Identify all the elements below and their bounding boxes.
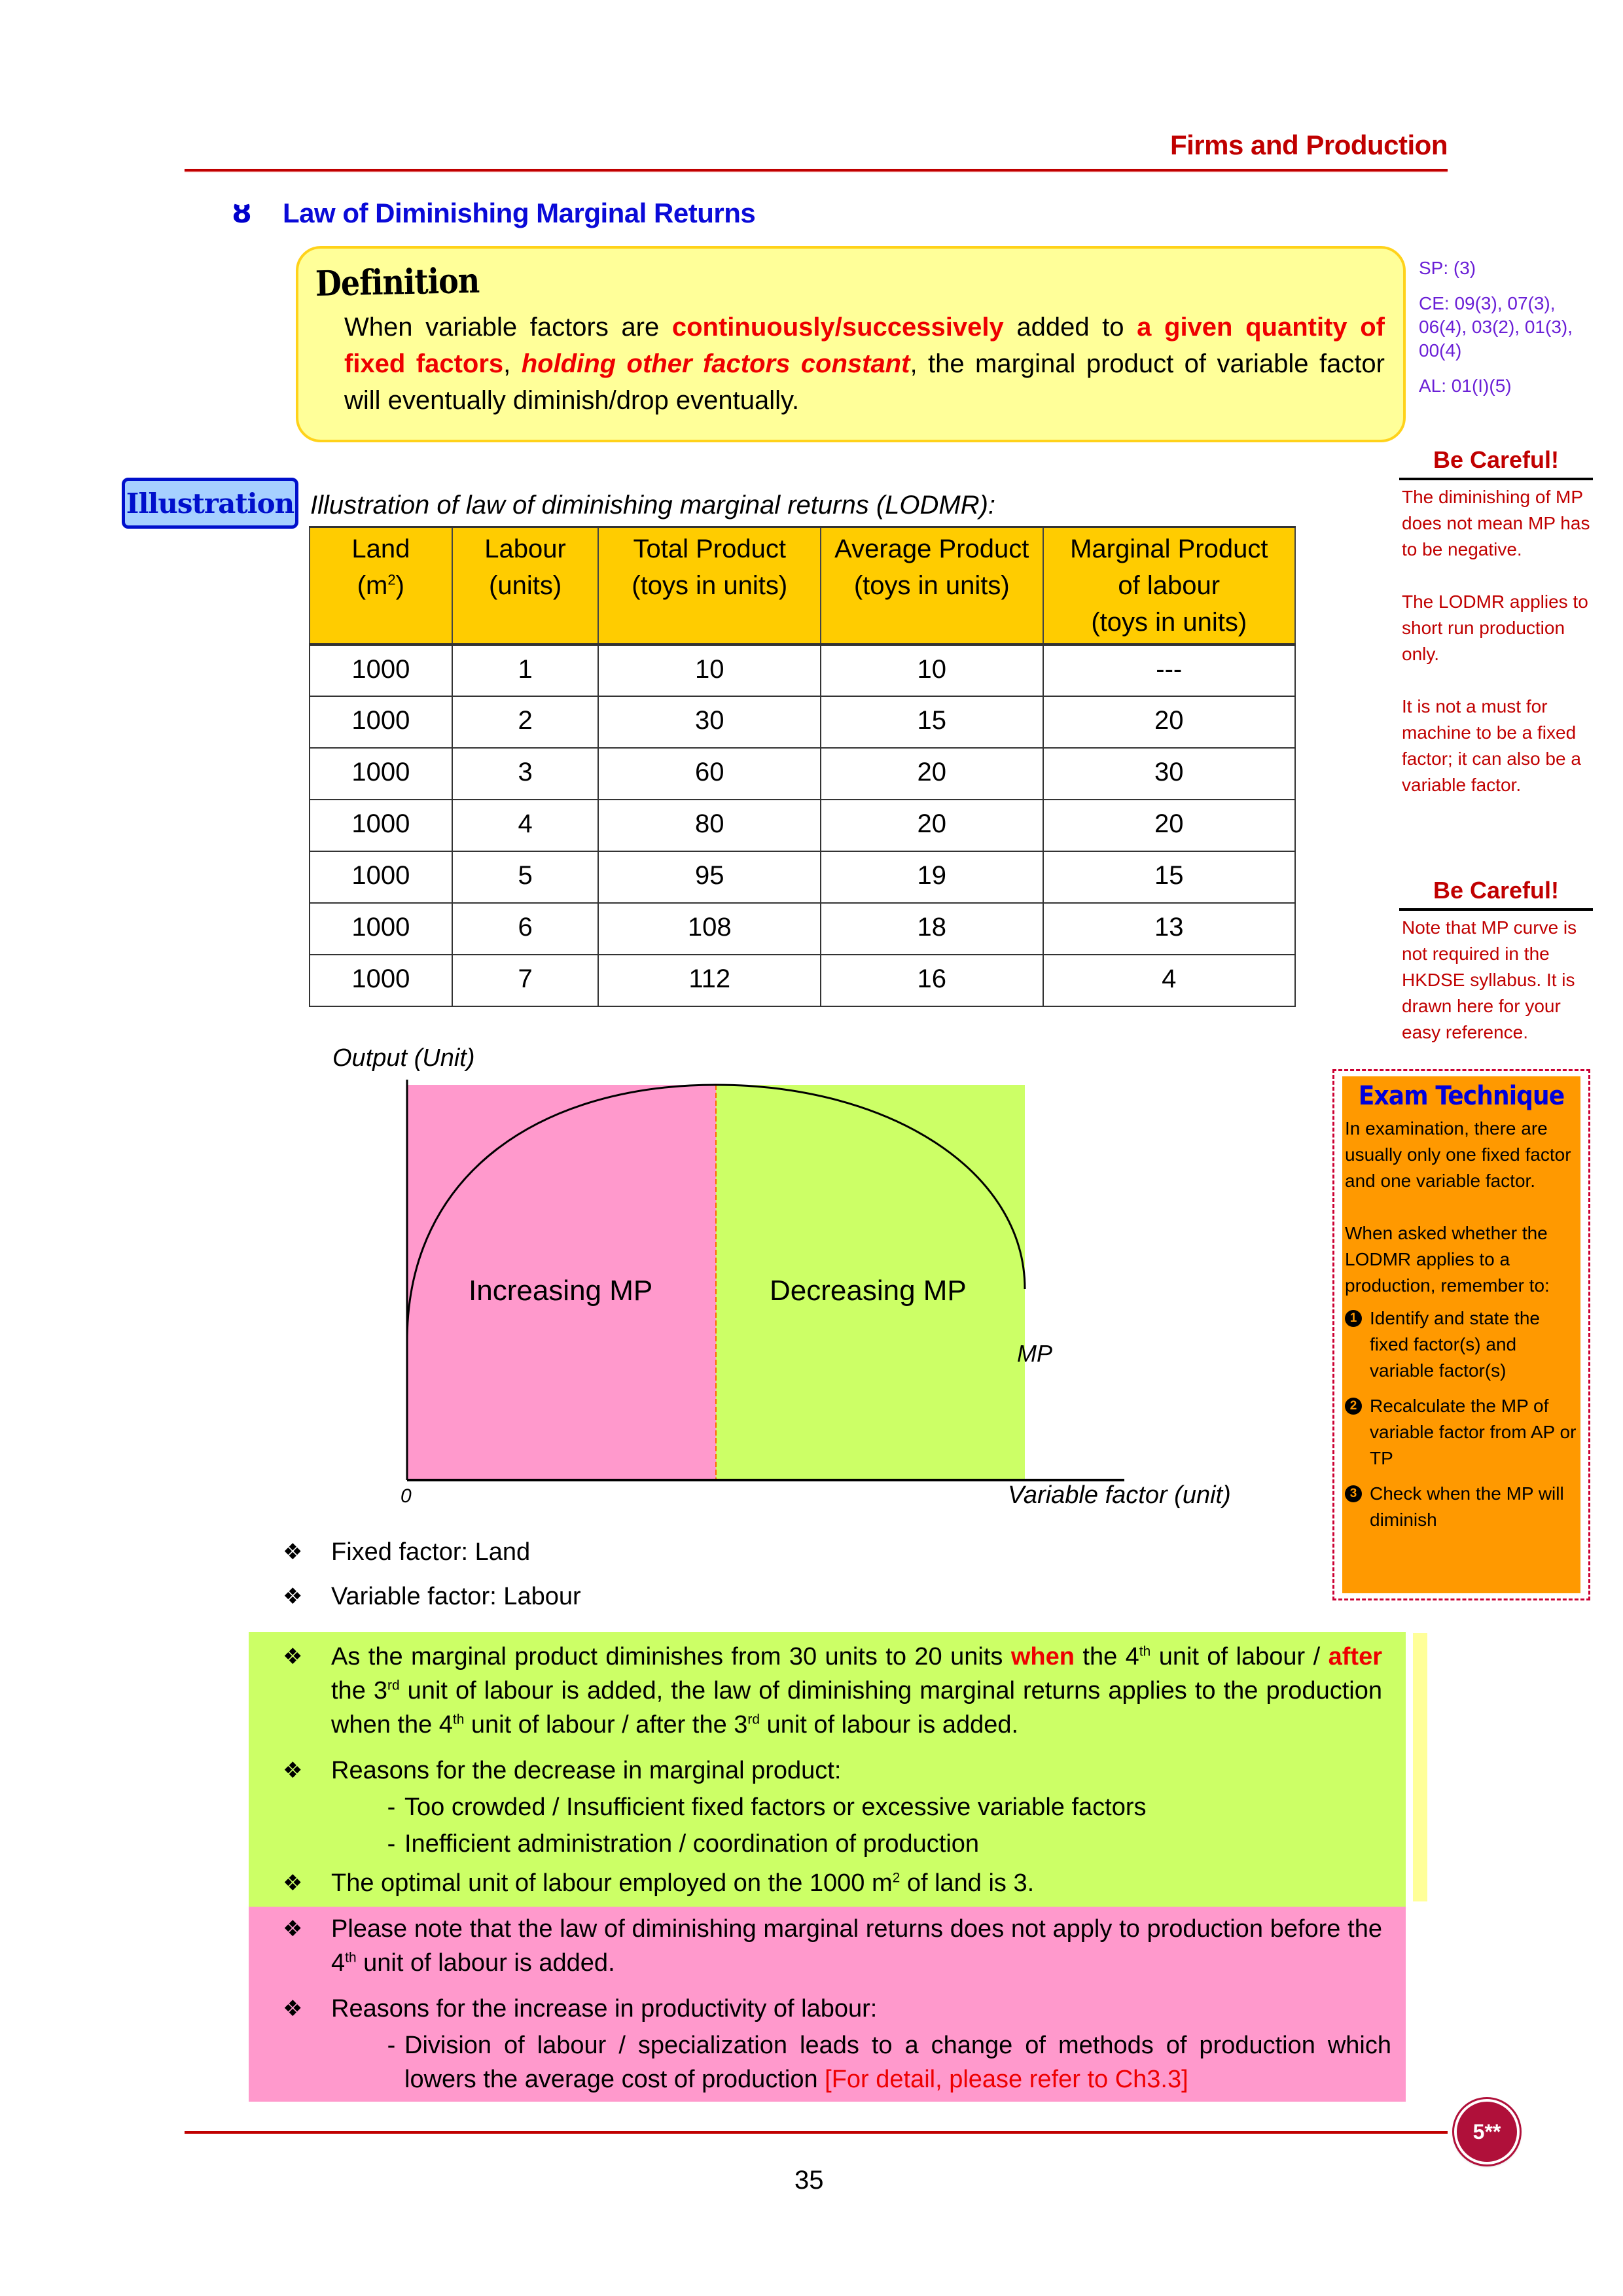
exam-technique-box <box>1332 1069 1590 1600</box>
text-part: unit of labour is added. <box>760 1711 1019 1739</box>
header-average-product <box>821 527 1043 645</box>
header-labour <box>452 527 599 645</box>
header-line: Land <box>351 535 410 563</box>
ordinal-sup: rd <box>747 1712 760 1727</box>
header-divider <box>185 169 1448 171</box>
sub-bullet <box>378 1790 1147 1824</box>
cell: 30 <box>598 696 821 748</box>
text-part: Division of labour / specialization leads to a change of methods of production which lowers the average cost of production <box>404 2032 1391 2093</box>
cell: 1000 <box>310 800 452 851</box>
ordinal-sup: th <box>452 1712 465 1727</box>
dash-bullet: - <box>387 1830 396 1858</box>
exam-steps <box>1345 1305 1578 1533</box>
text-part: unit of labour / <box>1150 1643 1329 1670</box>
header-line: Marginal Product <box>1070 535 1268 563</box>
chart-y-label: Output (Unit) <box>332 1044 475 1072</box>
chapter-reference-link: [For detail, please refer to Ch3.3] <box>825 2066 1188 2093</box>
cell: 1000 <box>310 851 452 903</box>
bullet-optimal <box>249 1866 1406 1900</box>
table-row <box>310 851 1295 903</box>
text-part: the 4 <box>1074 1643 1139 1670</box>
zone-label-decreasing: Decreasing MP <box>770 1275 967 1307</box>
ordinal-sup: th <box>1139 1644 1151 1659</box>
cell: --- <box>1043 645 1295 696</box>
cell: 6 <box>452 903 599 955</box>
cell: 1 <box>452 645 599 696</box>
cell: 4 <box>1043 955 1295 1006</box>
header-line: Average Product <box>834 535 1029 563</box>
cell: 80 <box>598 800 821 851</box>
cell: 108 <box>598 903 821 955</box>
be-careful-title: Be Careful! <box>1399 446 1593 480</box>
increasing-mp-notes <box>249 1907 1406 2102</box>
header-line: Labour <box>484 535 566 563</box>
be-careful-title: Be Careful! <box>1399 877 1593 911</box>
cell: 60 <box>598 748 821 800</box>
chart-x-label: Variable factor (unit) <box>1008 1481 1231 1509</box>
sub-bullet-text: Too crowded / Insufficient fixed factors or excessive variable factors <box>404 1793 1147 1821</box>
text-part: unit of labour / after the 3 <box>464 1711 748 1739</box>
cell: 20 <box>821 800 1043 851</box>
cell: 2 <box>452 696 599 748</box>
footer-divider <box>185 2131 1448 2134</box>
bullet-text: Variable factor: Labour <box>331 1583 581 1610</box>
exam-step <box>1345 1481 1578 1533</box>
cell: 20 <box>1043 696 1295 748</box>
definition-emphasis: a given quantity of fixed factors <box>344 313 1385 378</box>
bullet-text: Reasons for the increase in productivity of labour: <box>331 1995 878 2022</box>
cell: 13 <box>1043 903 1295 955</box>
text-part: the 3 <box>331 1677 388 1704</box>
header-line: (units) <box>489 571 562 600</box>
step-text: Identify and state the fixed factor(s) and variable factor(s) <box>1370 1308 1540 1381</box>
sub-bullet <box>378 2028 1391 2096</box>
section-bullet-icon: ȣ <box>232 196 251 230</box>
exam-intro: In examination, there are usually only one fixed factor and one variable factor. <box>1345 1118 1571 1191</box>
step-text: Check when the MP will diminish <box>1370 1483 1564 1530</box>
chart-origin: 0 <box>401 1485 412 1507</box>
step-number-icon: 1 <box>1345 1310 1362 1327</box>
section-heading <box>232 196 755 230</box>
be-careful-notes <box>1399 484 1593 798</box>
sub-bullet-text: Inefficient administration / coordination of production <box>404 1830 980 1858</box>
cell: 4 <box>452 800 599 851</box>
cell: 20 <box>821 748 1043 800</box>
cell: 1000 <box>310 903 452 955</box>
header-line: (toys in units) <box>853 571 1010 600</box>
step-number-icon: 2 <box>1345 1398 1362 1415</box>
cell: 3 <box>452 748 599 800</box>
step-text: Recalculate the MP of variable factor from AP or TP <box>1370 1396 1577 1468</box>
ref-al: AL: 01(I)(5) <box>1419 376 1512 396</box>
be-careful-note: The diminishing of MP does not mean MP has to be negative. <box>1402 487 1590 559</box>
ordinal-sup: rd <box>387 1678 400 1693</box>
diamond-bullet-icon: ❖ <box>283 1996 303 2022</box>
be-careful-note: The LODMR applies to short run production only. <box>1402 592 1588 664</box>
definition-box <box>296 246 1406 442</box>
dash-bullet: - <box>387 2032 396 2059</box>
diamond-bullet-icon: ❖ <box>283 1539 303 1565</box>
text-part: As the marginal product diminishes from 30 units to 20 units <box>331 1643 1011 1670</box>
diamond-bullet-icon: ❖ <box>283 1916 303 1942</box>
step-number-icon: 3 <box>1345 1485 1362 1502</box>
cell: 15 <box>1043 851 1295 903</box>
header-line <box>313 567 449 604</box>
level-badge: 5** <box>1454 2099 1520 2164</box>
be-careful-note: It is not a must for machine to be a fixed factor; it can also be a variable factor. <box>1402 696 1581 795</box>
curve-label-mp: MP <box>1017 1340 1052 1367</box>
illustration-badge: Illustration <box>122 478 298 529</box>
be-careful-note: Note that MP curve is not required in the HKDSE syllabus. It is drawn here for your easy reference. <box>1402 917 1577 1042</box>
bullet-variable-factor <box>275 1580 581 1614</box>
exam-step <box>1345 1305 1578 1384</box>
mp-chart <box>327 1040 1276 1511</box>
table-row <box>310 800 1295 851</box>
sub-bullet-text <box>404 2028 1391 2096</box>
cell: 112 <box>598 955 821 1006</box>
table-header-row <box>310 527 1295 645</box>
bullet-text: Fixed factor: Land <box>331 1538 531 1566</box>
table-row <box>310 903 1295 955</box>
cell: 30 <box>1043 748 1295 800</box>
cell: 7 <box>452 955 599 1006</box>
definition-text-part: When variable factors are <box>344 313 672 342</box>
diamond-bullet-icon: ❖ <box>283 1583 303 1610</box>
header-land <box>310 527 452 645</box>
table-row <box>310 748 1295 800</box>
bullet-increase-reasons <box>249 1992 1406 2026</box>
chapter-title: Firms and Production <box>1169 130 1448 160</box>
definition-emphasis: holding other factors constant <box>521 349 910 378</box>
exam-lead: When asked whether the LODMR applies to a production, remember to: <box>1345 1223 1550 1296</box>
cell: 1000 <box>310 955 452 1006</box>
bullet-fixed-factor <box>275 1535 530 1569</box>
diamond-bullet-icon: ❖ <box>283 1644 303 1670</box>
header-sup: 2 <box>387 571 396 588</box>
ordinal-sup: th <box>345 1950 357 1966</box>
cell: 15 <box>821 696 1043 748</box>
header-marginal-product <box>1043 527 1295 645</box>
definition-emphasis: continuously/successively <box>671 313 1004 342</box>
ref-ce: CE: 09(3), 07(3), 06(4), 03(2), 01(3), 00(4) <box>1419 293 1573 361</box>
cell: 10 <box>821 645 1043 696</box>
section-title: Law of Diminishing Marginal Returns <box>282 197 756 228</box>
square-sup: 2 <box>892 1870 901 1886</box>
cell: 1000 <box>310 696 452 748</box>
definition-title: Definition <box>315 260 480 304</box>
cell: 1000 <box>310 645 452 696</box>
emphasis-when: when <box>1010 1643 1075 1670</box>
definition-text-part: , <box>503 349 522 378</box>
text-part: of land is 3. <box>900 1869 1035 1897</box>
cell: 10 <box>598 645 821 696</box>
text-part: The optimal unit of labour employed on the 1000 m <box>331 1869 893 1897</box>
cell: 20 <box>1043 800 1295 851</box>
text-part: unit of labour is added, the law of diminishing marginal returns applies to the production when the 4 <box>331 1677 1382 1739</box>
header-line: Total Product <box>633 535 786 563</box>
bullet-diminish <box>249 1640 1406 1742</box>
illustration-caption: Illustration of law of diminishing marginal returns (LODMR): <box>310 491 996 520</box>
table-row <box>310 645 1295 696</box>
dash-bullet: - <box>387 1793 396 1821</box>
page-number: 35 <box>794 2166 824 2195</box>
cell: 18 <box>821 903 1043 955</box>
be-careful-box-2 <box>1399 877 1593 1046</box>
table-row <box>310 955 1295 1006</box>
exam-technique-text <box>1345 1116 1578 1299</box>
cell: 16 <box>821 955 1043 1006</box>
bullet-text <box>331 1912 1382 1980</box>
header-line: of labour <box>1118 571 1221 600</box>
emphasis-after: after <box>1328 1643 1383 1670</box>
cell: 19 <box>821 851 1043 903</box>
cell: 95 <box>598 851 821 903</box>
table-row <box>310 696 1295 748</box>
sub-bullet <box>378 1827 979 1861</box>
yellow-margin-strip <box>1413 1633 1427 1901</box>
header-text: (m <box>357 571 388 600</box>
definition-text <box>344 309 1385 419</box>
header-line: (toys in units) <box>632 571 788 600</box>
bullet-decrease-reasons <box>249 1754 1406 1788</box>
cell: 5 <box>452 851 599 903</box>
ref-sp: SP: (3) <box>1419 258 1476 278</box>
be-careful-box-1 <box>1399 446 1593 798</box>
exam-technique-panel <box>1342 1076 1580 1593</box>
bullet-text <box>331 1866 1382 1900</box>
zone-label-increasing: Increasing MP <box>469 1275 653 1307</box>
text-part: unit of labour is added. <box>356 1949 615 1977</box>
definition-text-part: added to <box>1003 313 1137 342</box>
exam-technique-title: Exam Technique <box>1358 1081 1565 1111</box>
bullet-text: Reasons for the decrease in marginal product: <box>331 1757 842 1784</box>
definition-text-part: , the marginal product of variable factor will eventually diminish/drop eventually. <box>344 349 1385 415</box>
diamond-bullet-icon: ❖ <box>283 1757 303 1784</box>
header-text: ) <box>395 571 404 600</box>
bullet-note <box>249 1912 1406 1980</box>
past-paper-references <box>1419 256 1602 410</box>
exam-step <box>1345 1393 1578 1472</box>
text-part: Please note that the law of diminishing marginal returns does not apply to production before the 4 <box>331 1915 1382 1977</box>
production-table <box>309 526 1296 1007</box>
cell: 1000 <box>310 748 452 800</box>
header-total-product <box>598 527 821 645</box>
diamond-bullet-icon: ❖ <box>283 1870 303 1896</box>
decreasing-mp-notes <box>249 1632 1406 1907</box>
header-line: (toys in units) <box>1091 608 1247 637</box>
bullet-text <box>331 1640 1382 1742</box>
